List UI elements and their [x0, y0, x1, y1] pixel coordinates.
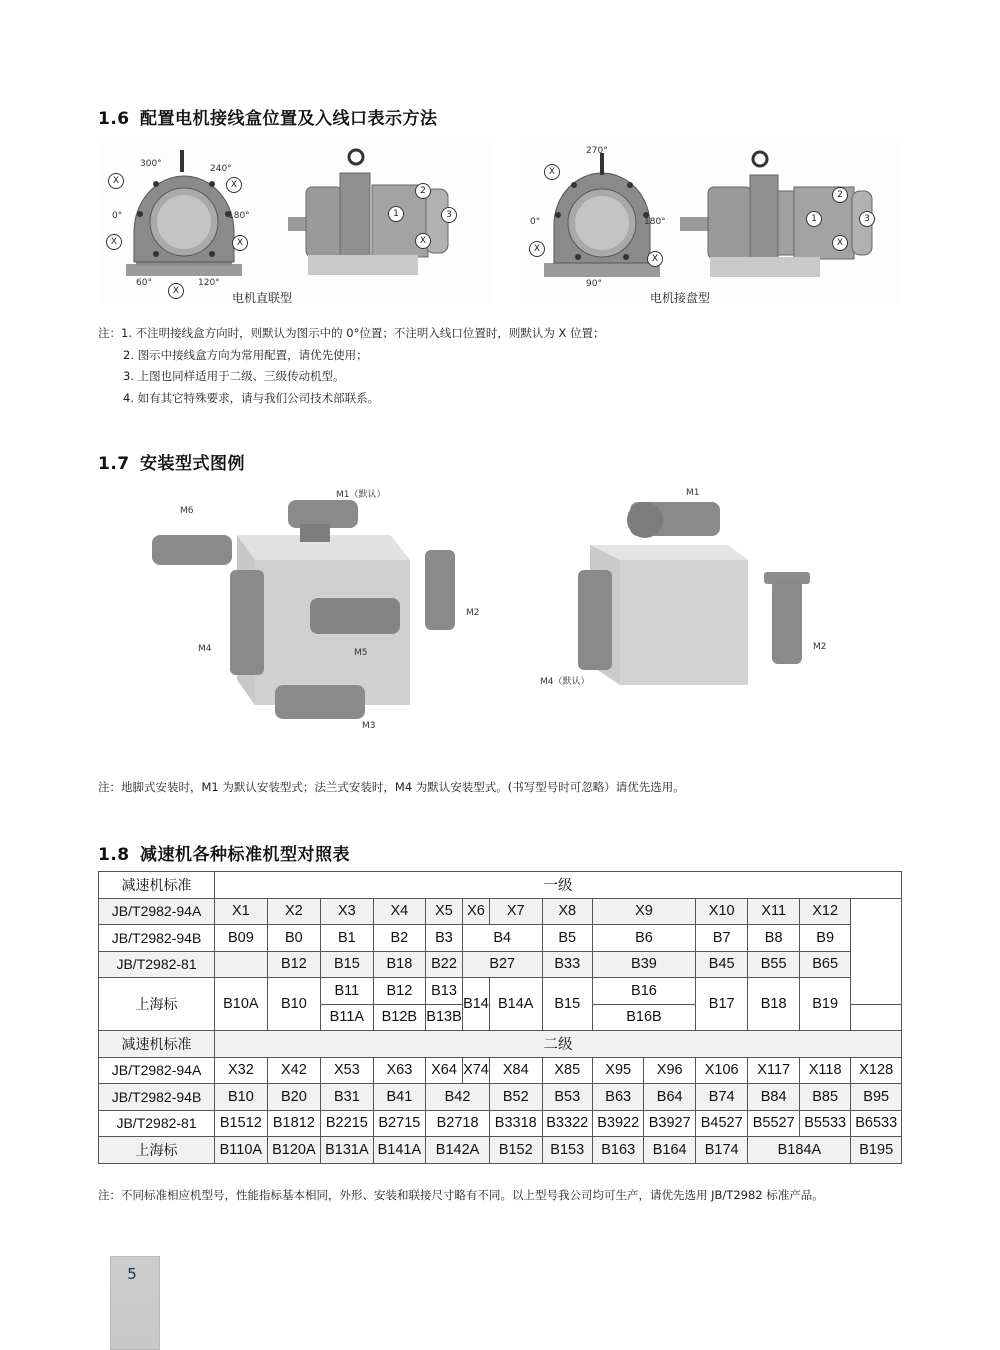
- table-row-stage-header: [99, 1031, 902, 1058]
- angle-label: 120°: [198, 278, 220, 288]
- mounting-diagram-flange: [540, 480, 860, 720]
- section-heading-1-6: [98, 104, 438, 129]
- angle-label: 60°: [136, 278, 152, 288]
- note-1-8: 注：不同标准相应机型号，性能指标基本相同，外形、安装和联接尺寸略有不同。以上型号我公司均可生产，请优先选用 JB/T2982 标准产品。: [98, 1188, 824, 1202]
- side-marker: 2: [832, 187, 848, 203]
- note-line: 3. 上图也同样适用于二级、三级传动机型。: [123, 369, 345, 383]
- section-number: 1.8: [98, 845, 130, 865]
- figure-caption: 电机直联型: [232, 291, 293, 305]
- table-row: JB/T2982-94B B09 B0 B1 B2 B3 B4 B5 B6 B7 B8 B9: [99, 925, 902, 952]
- mount-label-m3: M3: [362, 721, 376, 731]
- mount-label-m4: M4: [198, 644, 212, 654]
- angle-label: 180°: [228, 211, 250, 221]
- stage-header-cell: 二级: [215, 1031, 902, 1058]
- angle-label: 270°: [586, 146, 608, 156]
- table-row: JB/T2982-81 B1512 B1812 B2215 B2715 B2718 B3318 B3322 B3922 B3927 B4527 B5527 B5533 B6533: [99, 1110, 902, 1137]
- section-title: 配置电机接线盒位置及入线口表示方法: [140, 109, 438, 129]
- page-number-tab: [110, 1256, 160, 1350]
- table-row: 上海标 B10A B10 B11 B12 B13 B14 B14A B15 B16 B17 B18 B19: [99, 978, 902, 1005]
- mount-label-m1: M1: [686, 488, 700, 498]
- figure-caption: 电机接盘型: [650, 291, 711, 305]
- note-line: 2. 图示中接线盒方向为常用配置，请优先使用；: [123, 347, 368, 362]
- cable-entry-marker: X: [232, 235, 248, 251]
- table-row: JB/T2982-94A X1 X2 X3 X4 X5 X6 X7 X8 X9 X10 X11 X12: [99, 898, 902, 925]
- side-marker: X: [832, 235, 848, 251]
- mount-label-m2: M2: [466, 608, 480, 618]
- mount-label-m4: M4（默认）: [540, 677, 590, 687]
- cable-entry-marker: X: [647, 251, 663, 267]
- note-line: 4. 如有其它特殊要求，请与我们公司技术部联系。: [123, 390, 380, 405]
- cable-entry-marker: X: [544, 164, 560, 180]
- empty-cell: [851, 1004, 902, 1031]
- side-marker: 2: [415, 183, 431, 199]
- section-heading-1-7: [98, 449, 245, 474]
- angle-label: 0°: [530, 217, 541, 227]
- note-line: 注：1. 不注明接线盒方向时，则默认为图示中的 0°位置；不注明入线口位置时，则默认为 X 位置；: [98, 326, 605, 340]
- angle-label: 0°: [112, 211, 123, 221]
- side-marker: 3: [441, 207, 457, 223]
- figure-flange-mounted: [520, 137, 902, 305]
- cable-entry-marker: X: [106, 234, 122, 250]
- mount-label-m2: M2: [813, 642, 827, 652]
- angle-label: 240°: [210, 164, 232, 174]
- figure-direct-coupled: [98, 137, 490, 305]
- std-header-cell: 减速机标准: [99, 872, 215, 899]
- table-row: JB/T2982-94A X32 X42 X53 X63 X64 X74 X84 X85 X95 X96 X106 X117 X118 X128: [99, 1057, 902, 1084]
- table-row: 上海标 B110A B120A B131A B141A B142A B152 B153 B163 B164 B174 B184A B195: [99, 1137, 902, 1164]
- section-number: 1.6: [98, 109, 130, 129]
- section-number: 1.7: [98, 454, 130, 474]
- std-header-cell: 减速机标准: [99, 1031, 215, 1058]
- side-marker: 1: [806, 211, 822, 227]
- angle-label: 300°: [140, 159, 162, 169]
- section-heading-1-8: [98, 840, 350, 865]
- section-title: 减速机各种标准机型对照表: [140, 845, 350, 865]
- page-number: 5: [127, 1265, 137, 1283]
- cable-entry-marker: X: [529, 241, 545, 257]
- angle-label: 180°: [644, 217, 666, 227]
- notes-1-6: [98, 323, 605, 409]
- table-row: B11A B12B B13B B16B: [99, 1004, 902, 1031]
- mount-label-m6: M6: [180, 506, 194, 516]
- section-title: 安装型式图例: [140, 454, 245, 474]
- side-marker: 1: [388, 206, 404, 222]
- empty-cell: [851, 898, 902, 1004]
- table-row: JB/T2982-94B B10 B20 B31 B41 B42 B52 B53 B63 B64 B74 B84 B85 B95: [99, 1084, 902, 1111]
- angle-label: 90°: [586, 279, 602, 289]
- mount-label-m5: M5: [354, 648, 368, 658]
- mounting-cube-illustration: [140, 480, 470, 740]
- table-row: JB/T2982-81 B12 B15 B18 B22 B27 B33 B39 B45 B55 B65: [99, 951, 902, 978]
- cable-entry-marker: X: [168, 283, 184, 299]
- table-row-stage-header: [99, 872, 902, 899]
- side-marker: X: [415, 233, 431, 249]
- model-comparison-table: [98, 871, 902, 1164]
- mounting-diagram-foot: [140, 480, 480, 740]
- note-1-7: 注：地脚式安装时，M1 为默认安装型式；法兰式安装时，M4 为默认安装型式。(书写型号时可忽略）请优先选用。: [98, 780, 685, 794]
- mount-label-m1: M1（默认）: [336, 490, 386, 500]
- side-marker: 3: [859, 211, 875, 227]
- cable-entry-marker: X: [226, 177, 242, 193]
- cable-entry-marker: X: [108, 173, 124, 189]
- stage-header-cell: 一级: [215, 872, 902, 899]
